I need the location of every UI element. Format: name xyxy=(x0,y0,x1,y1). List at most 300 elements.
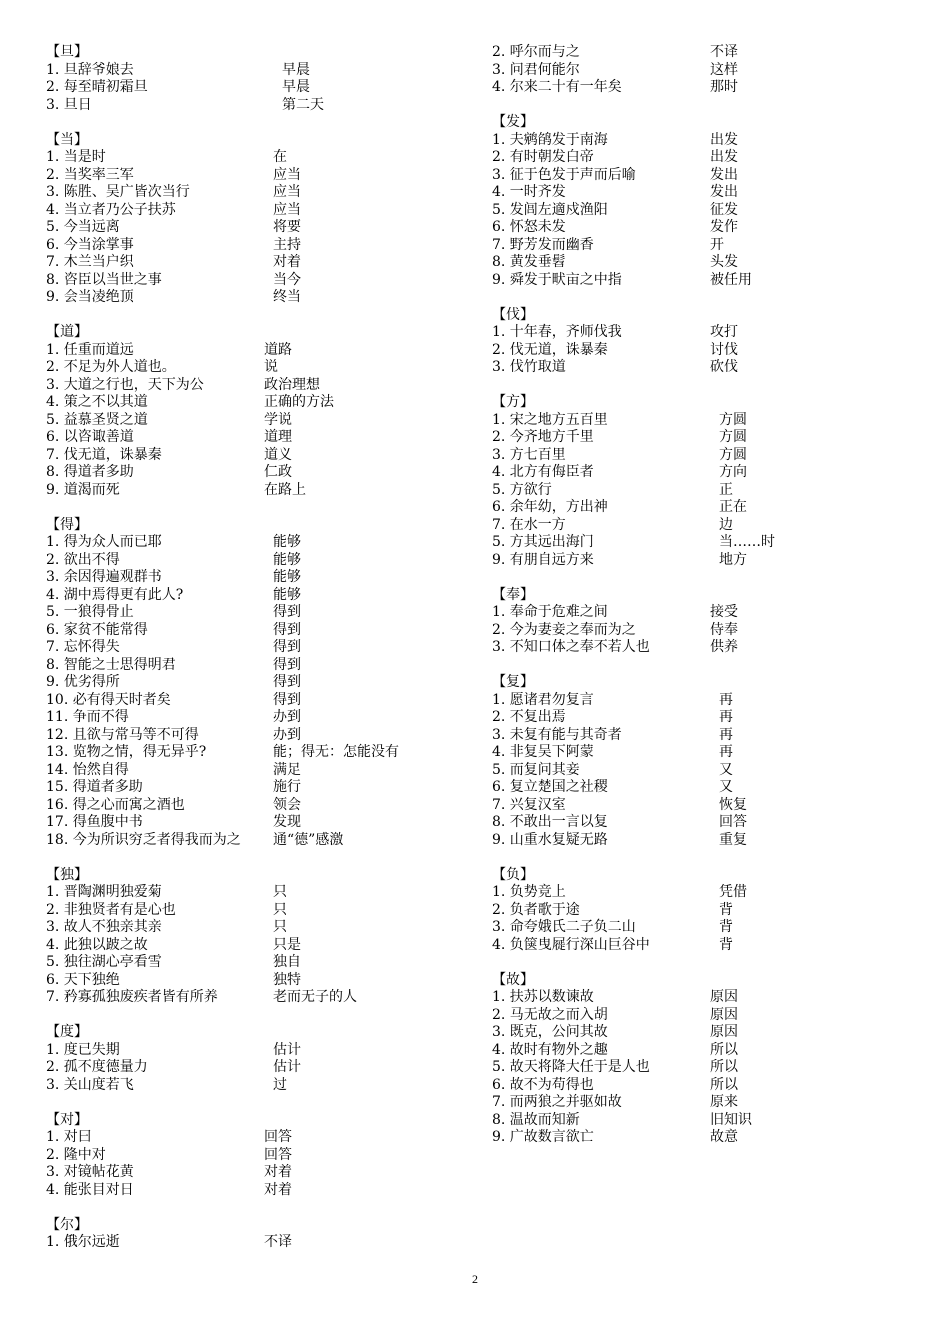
example-row xyxy=(492,184,912,202)
word-meaning: 学说 xyxy=(264,411,292,428)
example-row xyxy=(492,202,912,220)
example-row xyxy=(46,1042,446,1060)
word-meaning: 开 xyxy=(710,236,724,253)
word-meaning: 背 xyxy=(719,901,733,918)
character-entry xyxy=(492,44,912,97)
example-row xyxy=(492,604,912,622)
example-sentence: 4. 北方有侮臣者 xyxy=(492,464,594,480)
example-sentence: 3. 方七百里 xyxy=(492,446,566,463)
example-sentence: 16. 得之心而寓之酒也 xyxy=(46,796,185,813)
example-sentence: 15. 得道者多助 xyxy=(46,779,143,795)
example-row xyxy=(492,534,912,552)
example-row xyxy=(492,219,912,237)
example-row xyxy=(492,149,912,167)
word-meaning: 再 xyxy=(719,691,733,708)
example-row xyxy=(46,1182,446,1200)
word-meaning: 第二天 xyxy=(282,96,324,113)
example-row xyxy=(492,692,912,710)
word-meaning: 原因 xyxy=(710,1024,738,1040)
word-meaning: 头发 xyxy=(710,254,738,270)
example-row xyxy=(46,237,446,255)
example-row xyxy=(46,919,446,937)
example-row xyxy=(492,324,912,342)
word-meaning: 早晨 xyxy=(282,79,310,95)
example-row xyxy=(46,1234,446,1252)
example-sentence: 6. 天下独绝 xyxy=(46,971,120,988)
example-row xyxy=(492,1059,912,1077)
example-row xyxy=(46,814,446,832)
example-row xyxy=(492,132,912,150)
example-sentence: 5. 益慕圣贤之道 xyxy=(46,411,148,428)
character-entry xyxy=(46,867,446,1007)
entry-title: 【当】 xyxy=(46,131,88,148)
example-sentence: 2. 当奖率三军 xyxy=(46,166,134,183)
example-sentence: 9. 会当凌绝顶 xyxy=(46,289,134,305)
example-row xyxy=(492,272,912,290)
word-meaning: 背 xyxy=(719,919,733,935)
example-sentence: 1. 俄尔远逝 xyxy=(46,1234,120,1250)
example-sentence: 1. 愿诸君勿复言 xyxy=(492,691,594,708)
example-sentence: 7. 矜寡孤独废疾者皆有所养 xyxy=(46,989,218,1005)
example-sentence: 6. 故不为苟得也 xyxy=(492,1076,594,1093)
word-meaning: 原因 xyxy=(710,989,738,1005)
example-sentence: 1. 旦辞爷娘去 xyxy=(46,61,134,78)
character-entry xyxy=(46,1024,446,1094)
entry-title: 【道】 xyxy=(46,324,88,340)
word-meaning: 砍伐 xyxy=(710,359,738,375)
example-row xyxy=(492,482,912,500)
word-meaning: 得到 xyxy=(273,674,301,690)
character-entry xyxy=(492,867,912,955)
word-meaning: 再 xyxy=(719,709,733,725)
example-row xyxy=(492,552,912,570)
word-meaning: 只 xyxy=(273,901,287,918)
character-entry xyxy=(46,324,446,499)
example-row xyxy=(492,517,912,535)
entry-title: 【伐】 xyxy=(492,306,534,323)
example-sentence: 1. 当是时 xyxy=(46,149,106,165)
word-meaning: 发现 xyxy=(273,814,301,830)
example-sentence: 6. 余年幼，方出神 xyxy=(492,499,608,515)
example-sentence: 5. 而复问其妾 xyxy=(492,761,580,778)
character-entry xyxy=(492,307,912,377)
example-sentence: 2. 今为妻妾之奉而为之 xyxy=(492,621,636,638)
word-meaning: 所以 xyxy=(710,1059,738,1075)
word-meaning: 不译 xyxy=(264,1234,292,1250)
example-row xyxy=(46,359,446,377)
example-sentence: 6. 以咨诹善道 xyxy=(46,429,134,445)
example-row xyxy=(492,1007,912,1025)
example-sentence: 1. 对曰 xyxy=(46,1129,92,1145)
example-sentence: 3. 伐竹取道 xyxy=(492,359,566,375)
word-meaning: 终当 xyxy=(273,289,301,305)
example-sentence: 3. 命夸娥氏二子负二山 xyxy=(492,919,636,935)
example-row xyxy=(46,622,446,640)
word-meaning: 恢复 xyxy=(719,796,747,813)
word-meaning: 应当 xyxy=(273,166,301,183)
word-meaning: 在 xyxy=(273,149,287,165)
example-row xyxy=(492,254,912,272)
example-sentence: 1. 得为众人而已耶 xyxy=(46,534,162,550)
example-sentence: 12. 且欲与常马等不可得 xyxy=(46,726,199,743)
example-sentence: 5. 发闾左適戍渔阳 xyxy=(492,201,608,218)
entry-title: 【尔】 xyxy=(46,1216,88,1233)
example-row xyxy=(46,657,446,675)
word-meaning: 所以 xyxy=(710,1076,738,1093)
example-row xyxy=(46,569,446,587)
example-row xyxy=(46,167,446,185)
example-sentence: 3. 问君何能尔 xyxy=(492,61,580,78)
word-meaning: 道义 xyxy=(264,446,292,463)
example-sentence: 3. 征于色发于声而后喻 xyxy=(492,166,636,183)
word-meaning: 发出 xyxy=(710,166,738,183)
page-number: 2 xyxy=(472,1272,478,1286)
example-row xyxy=(492,1129,912,1147)
word-meaning: 只 xyxy=(273,919,287,935)
word-meaning: 满足 xyxy=(273,761,301,778)
example-row xyxy=(492,639,912,657)
word-meaning: 正在 xyxy=(719,499,747,515)
word-meaning: 侍奉 xyxy=(710,621,738,638)
word-meaning: 方圆 xyxy=(719,411,747,428)
example-row xyxy=(46,989,446,1007)
example-row xyxy=(46,709,446,727)
example-row xyxy=(46,149,446,167)
word-meaning: 仁政 xyxy=(264,464,292,480)
example-sentence: 5. 独往湖心亭看雪 xyxy=(46,954,162,970)
example-sentence: 5. 方欲行 xyxy=(492,481,552,498)
example-row xyxy=(492,744,912,762)
example-sentence: 8. 不敢出一言以复 xyxy=(492,814,608,830)
example-row xyxy=(46,604,446,622)
word-meaning: 将要 xyxy=(273,219,301,235)
example-row xyxy=(46,342,446,360)
example-row xyxy=(46,762,446,780)
example-row xyxy=(492,1112,912,1130)
example-row xyxy=(492,937,912,955)
example-row xyxy=(492,1042,912,1060)
word-meaning: 能够 xyxy=(273,534,301,550)
word-meaning: 又 xyxy=(719,761,733,778)
example-row xyxy=(46,972,446,990)
example-sentence: 3. 大道之行也，天下为公 xyxy=(46,376,204,393)
entry-title: 【得】 xyxy=(46,516,88,533)
word-meaning: 发作 xyxy=(710,219,738,235)
example-row xyxy=(492,79,912,97)
word-meaning: 重复 xyxy=(719,831,747,848)
word-meaning: 供养 xyxy=(710,639,738,655)
example-sentence: 7. 而两狼之并驱如故 xyxy=(492,1094,622,1110)
word-meaning: 所以 xyxy=(710,1041,738,1058)
word-meaning: 独自 xyxy=(273,954,301,970)
example-row xyxy=(46,272,446,290)
example-sentence: 6. 复立楚国之社稷 xyxy=(492,779,608,795)
example-row xyxy=(492,622,912,640)
entry-title: 【故】 xyxy=(492,971,534,988)
word-meaning: 边 xyxy=(719,516,733,533)
example-sentence: 2. 马无故之而入胡 xyxy=(492,1006,608,1023)
example-sentence: 8. 得道者多助 xyxy=(46,464,134,480)
word-meaning: 凭借 xyxy=(719,884,747,900)
example-sentence: 7. 伐无道，诛暴秦 xyxy=(46,446,162,463)
word-meaning: 故意 xyxy=(710,1129,738,1145)
example-row xyxy=(492,779,912,797)
example-sentence: 1. 负势竞上 xyxy=(492,884,566,900)
example-sentence: 9. 舜发于畎亩之中指 xyxy=(492,271,622,288)
example-row xyxy=(492,1024,912,1042)
example-sentence: 3. 既克，公问其故 xyxy=(492,1024,608,1040)
example-sentence: 7. 木兰当户织 xyxy=(46,254,134,270)
word-meaning: 对着 xyxy=(264,1164,292,1180)
example-sentence: 5. 一狼得骨止 xyxy=(46,604,134,620)
word-meaning: 估计 xyxy=(273,1059,301,1075)
example-sentence: 4. 此独以跛之故 xyxy=(46,936,148,953)
example-sentence: 4. 能张目对日 xyxy=(46,1181,134,1198)
word-meaning: 通“德”感激 xyxy=(273,831,344,848)
example-sentence: 1. 度已失期 xyxy=(46,1041,120,1058)
example-row xyxy=(492,814,912,832)
entry-title: 【对】 xyxy=(46,1111,88,1128)
example-sentence: 2. 伐无道，诛暴秦 xyxy=(492,341,608,358)
character-entry xyxy=(46,1217,446,1252)
example-row xyxy=(46,202,446,220)
word-meaning: 出发 xyxy=(710,131,738,148)
word-meaning: 攻打 xyxy=(710,324,738,340)
example-row xyxy=(46,97,446,115)
example-row xyxy=(492,499,912,517)
example-row xyxy=(492,884,912,902)
example-row xyxy=(46,1059,446,1077)
word-meaning: 施行 xyxy=(273,779,301,795)
word-meaning: 能够 xyxy=(273,551,301,568)
example-row xyxy=(46,412,446,430)
word-meaning: 原因 xyxy=(710,1006,738,1023)
word-meaning: 得到 xyxy=(273,656,301,673)
entry-title: 【方】 xyxy=(492,394,534,410)
example-sentence: 10. 必有得天时者矣 xyxy=(46,691,171,708)
entry-title: 【奉】 xyxy=(492,586,534,603)
example-row xyxy=(46,884,446,902)
character-entry xyxy=(46,1112,446,1200)
example-sentence: 1. 十年春，齐师伐我 xyxy=(492,324,622,340)
example-row xyxy=(46,394,446,412)
example-sentence: 2. 不复出焉 xyxy=(492,709,566,725)
example-sentence: 2. 呼尔而与之 xyxy=(492,44,580,60)
word-meaning: 回答 xyxy=(264,1129,292,1145)
example-sentence: 9. 广故数言欲亡 xyxy=(492,1129,594,1145)
word-meaning: 方圆 xyxy=(719,429,747,445)
word-meaning: 能；得无：怎能没有 xyxy=(273,744,399,760)
example-row xyxy=(46,79,446,97)
example-row xyxy=(46,447,446,465)
example-sentence: 4. 一时齐发 xyxy=(492,184,566,200)
word-meaning: 那时 xyxy=(710,79,738,95)
example-sentence: 3. 关山度若飞 xyxy=(46,1076,134,1093)
example-row xyxy=(46,254,446,272)
word-meaning: 正 xyxy=(719,481,733,498)
word-meaning: 在路上 xyxy=(264,481,306,498)
example-row xyxy=(492,237,912,255)
example-sentence: 2. 孤不度德量力 xyxy=(46,1059,148,1075)
example-sentence: 3. 对镜帖花黄 xyxy=(46,1164,134,1180)
character-entry xyxy=(46,517,446,850)
example-sentence: 1. 任重而道远 xyxy=(46,341,134,358)
example-row xyxy=(46,779,446,797)
example-sentence: 17. 得鱼腹中书 xyxy=(46,814,143,830)
word-meaning: 办到 xyxy=(273,726,301,743)
word-meaning: 当……时 xyxy=(719,534,775,550)
example-sentence: 2. 非独贤者有是心也 xyxy=(46,901,176,918)
example-row xyxy=(492,44,912,62)
example-sentence: 1. 扶苏以数谏故 xyxy=(492,989,594,1005)
entry-title: 【复】 xyxy=(492,674,534,690)
character-entry xyxy=(492,674,912,849)
example-row xyxy=(46,184,446,202)
word-meaning: 再 xyxy=(719,744,733,760)
example-row xyxy=(492,342,912,360)
example-sentence: 7. 在水一方 xyxy=(492,516,566,533)
word-meaning: 旧知识 xyxy=(710,1111,752,1128)
word-meaning: 得到 xyxy=(273,639,301,655)
example-row xyxy=(492,762,912,780)
example-sentence: 2. 隆中对 xyxy=(46,1146,106,1163)
example-row xyxy=(46,289,446,307)
character-entry xyxy=(46,132,446,307)
example-row xyxy=(492,797,912,815)
word-meaning: 不译 xyxy=(710,44,738,60)
word-meaning: 早晨 xyxy=(282,61,310,78)
example-sentence: 4. 湖中焉得更有此人? xyxy=(46,586,184,603)
example-sentence: 1. 晋陶渊明独爱菊 xyxy=(46,884,162,900)
example-row xyxy=(46,902,446,920)
example-row xyxy=(492,989,912,1007)
entry-title: 【负】 xyxy=(492,866,534,883)
example-sentence: 8. 智能之士思得明君 xyxy=(46,656,176,673)
example-sentence: 13. 览物之情，得无异乎? xyxy=(46,744,207,760)
example-sentence: 2. 今齐地方千里 xyxy=(492,429,594,445)
entry-title: 【旦】 xyxy=(46,44,88,60)
word-meaning: 方向 xyxy=(719,464,747,480)
word-meaning: 过 xyxy=(273,1076,287,1093)
word-meaning: 原来 xyxy=(710,1094,738,1110)
word-meaning: 出发 xyxy=(710,149,738,165)
word-meaning: 道理 xyxy=(264,429,292,445)
word-meaning: 主持 xyxy=(273,236,301,253)
example-row xyxy=(46,464,446,482)
word-meaning: 再 xyxy=(719,726,733,743)
example-sentence: 4. 策之不以其道 xyxy=(46,394,148,410)
example-sentence: 2. 欲出不得 xyxy=(46,551,120,568)
example-row xyxy=(46,727,446,745)
word-meaning: 正确的方法 xyxy=(264,394,334,410)
entry-title: 【发】 xyxy=(492,114,534,130)
example-sentence: 3. 陈胜、吴广皆次当行 xyxy=(46,184,190,200)
word-meaning: 又 xyxy=(719,779,733,795)
word-meaning: 说 xyxy=(264,359,278,375)
word-meaning: 得到 xyxy=(273,691,301,708)
example-row xyxy=(46,552,446,570)
word-meaning: 背 xyxy=(719,936,733,953)
example-row xyxy=(46,1147,446,1165)
example-row xyxy=(492,902,912,920)
word-meaning: 只是 xyxy=(273,936,301,953)
example-sentence: 3. 未复有能与其奇者 xyxy=(492,726,622,743)
word-meaning: 回答 xyxy=(264,1146,292,1163)
example-row xyxy=(492,167,912,185)
example-sentence: 8. 咨臣以当世之事 xyxy=(46,271,162,288)
example-row xyxy=(492,709,912,727)
word-meaning: 对着 xyxy=(264,1181,292,1198)
example-sentence: 2. 负者歌于途 xyxy=(492,901,580,918)
example-sentence: 3. 不知口体之奉不若人也 xyxy=(492,639,650,655)
word-meaning: 估计 xyxy=(273,1041,301,1058)
example-sentence: 2. 有时朝发白帝 xyxy=(492,149,594,165)
example-sentence: 5. 故天将降大任于是人也 xyxy=(492,1059,650,1075)
example-row xyxy=(46,482,446,500)
example-sentence: 3. 故人不独亲其亲 xyxy=(46,919,162,935)
word-meaning: 只 xyxy=(273,884,287,900)
character-entry xyxy=(492,114,912,289)
example-row xyxy=(492,359,912,377)
word-meaning: 应当 xyxy=(273,184,301,200)
word-meaning: 政治理想 xyxy=(264,376,320,393)
example-sentence: 9. 有朋自远方来 xyxy=(492,551,594,568)
example-row xyxy=(492,62,912,80)
word-meaning: 对着 xyxy=(273,254,301,270)
example-row xyxy=(492,429,912,447)
example-sentence: 5. 今当远离 xyxy=(46,219,120,235)
word-meaning: 回答 xyxy=(719,814,747,830)
example-sentence: 3. 旦日 xyxy=(46,96,92,113)
example-sentence: 4. 非复吴下阿蒙 xyxy=(492,744,594,760)
example-sentence: 6. 今当涂掌事 xyxy=(46,236,134,253)
example-sentence: 14. 怡然自得 xyxy=(46,761,129,778)
example-sentence: 1. 宋之地方五百里 xyxy=(492,411,608,428)
example-sentence: 18. 今为所识穷乏者得我而为之 xyxy=(46,831,241,848)
word-meaning: 接受 xyxy=(710,604,738,620)
example-sentence: 7. 野芳发而幽香 xyxy=(492,236,594,253)
character-entry xyxy=(46,44,446,114)
example-sentence: 8. 黄发垂髫 xyxy=(492,254,566,270)
example-sentence: 7. 忘怀得失 xyxy=(46,639,120,655)
right-column xyxy=(492,44,912,1164)
entry-title: 【度】 xyxy=(46,1024,88,1040)
word-meaning: 征发 xyxy=(710,201,738,218)
example-row xyxy=(46,1164,446,1182)
word-meaning: 应当 xyxy=(273,201,301,218)
entry-title: 【独】 xyxy=(46,866,88,883)
example-sentence: 8. 温故而知新 xyxy=(492,1111,580,1128)
example-row xyxy=(46,744,446,762)
example-row xyxy=(46,1077,446,1095)
example-row xyxy=(492,412,912,430)
example-sentence: 1. 夫鹓鹐发于南海 xyxy=(492,131,608,148)
example-sentence: 1. 奉命于危难之间 xyxy=(492,604,608,620)
example-sentence: 3. 余因得遍观群书 xyxy=(46,569,162,585)
word-meaning: 被任用 xyxy=(710,271,752,288)
example-row xyxy=(492,1094,912,1112)
example-row xyxy=(46,954,446,972)
example-sentence: 5. 方其远出海门 xyxy=(492,534,594,550)
example-sentence: 4. 故时有物外之趣 xyxy=(492,1041,608,1058)
example-row xyxy=(492,832,912,850)
word-meaning: 地方 xyxy=(719,551,747,568)
word-meaning: 当今 xyxy=(273,271,301,288)
example-sentence: 7. 兴复汉室 xyxy=(492,796,566,813)
example-row xyxy=(492,919,912,937)
example-row xyxy=(46,692,446,710)
example-sentence: 9. 山重水复疑无路 xyxy=(492,831,608,848)
